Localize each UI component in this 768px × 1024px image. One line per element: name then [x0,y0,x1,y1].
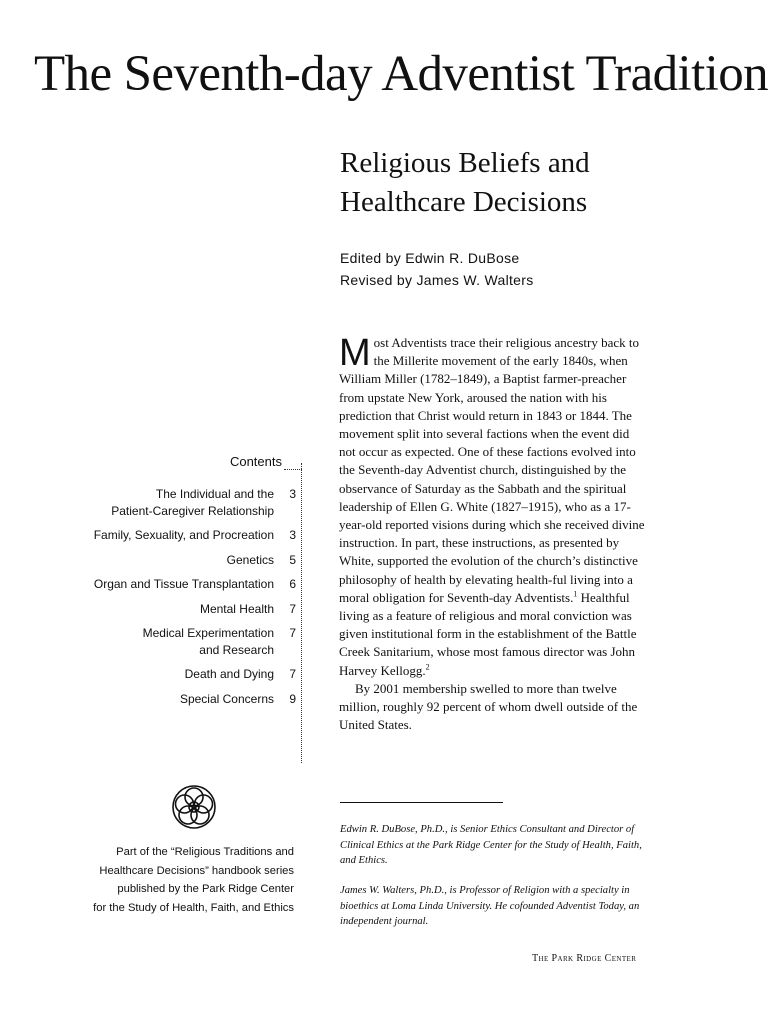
toc-item[interactable] [60,576,296,593]
editor-credit: Edited by Edwin R. DuBose [340,250,520,266]
toc-item[interactable] [60,666,296,683]
contents-leader-dots [284,459,302,470]
toc-item-label: Organ and Tissue Transplantation [93,577,274,591]
article-body [339,334,648,734]
knotwork-emblem-icon [171,784,217,830]
toc-item-page: 3 [289,487,296,501]
table-of-contents [60,486,296,715]
subtitle [340,144,740,222]
drop-cap: M [339,332,371,374]
toc-item-page: 7 [289,601,296,616]
toc-item-label: The Individual and the Patient-Caregiver Relationship [111,487,274,518]
page-title: The Seventh-day Adventist Tradition [34,46,768,102]
credits [340,247,740,291]
toc-item-label: Genetics [226,552,274,567]
toc-item-page: 9 [289,691,296,706]
toc-item-page: 7 [289,626,296,640]
toc-item-label: Medical Experimentation and Research [142,626,274,657]
toc-item[interactable] [60,691,296,708]
toc-item[interactable] [60,552,296,569]
toc-item-label: Mental Health [199,601,274,616]
contents-heading-label: Contents [229,454,282,469]
body-paragraph-1 [339,334,648,680]
toc-item[interactable] [60,601,296,618]
reviser-credit: Revised by James W. Walters [340,272,534,288]
body-paragraph-2: By 2001 membership swelled to more than twelve million, roughly 92 percent of whom dwell outside of the United States. [339,680,638,733]
para1-text-a: ost Adventists trace their religious ancestry back to the Millerite movement of the early 1840s, when William Miller (1782–1849), a Baptist farmer-preacher from upstate New York, aroused the nation with his prediction that Christ would return in 1843 or 1844. The movement split into several factions when the event did not occur as expected. One of these factions evolved into the Seventh-day Adventist church, distinguished by the observance of Saturday as the Sabbath and the spiritual leadership of Ellen G. White (1827–1915), who as a 17-year-old reported visions during which she received divine instruction. In part, these instructions, as presented by White, supported the evolution of the church’s distinctive philosophy of health by elevating health-ful living into a moral obligation for Seventh-day Adventists. [339,335,645,605]
toc-item[interactable] [60,486,296,519]
contents-heading [180,454,302,470]
toc-item-page: 6 [289,577,296,591]
footer-brand: The Park Ridge Center [532,953,637,964]
contents-divider [301,463,302,763]
bio-dubose: Edwin R. DuBose, Ph.D., is Senior Ethics Consultant and Director of Clinical Ethics at the Park Ridge Center for the Study of Health, Faith, and Ethics. [340,824,642,866]
toc-item-page: 7 [289,667,296,681]
toc-item-page: 3 [289,528,296,542]
subtitle-line-2: Healthcare Decisions [340,186,588,218]
toc-item[interactable] [60,625,296,658]
toc-item-label: Special Concerns [179,691,274,706]
footnote-ref-1[interactable]: 1 [573,589,578,599]
toc-item-label: Death and Dying [184,667,274,681]
toc-item[interactable] [60,527,296,544]
series-note: Part of the “Religious Traditions and Healthcare Decisions” handbook series published by the Park Ridge Center for the Study of Health, Faith, and Ethics [93,846,294,914]
para1-text-b: Healthful living as a feature of religious and moral conviction was given institutional form in the establishment of the Battle Creek Sanitarium, whose most famous director was John Harvey Kellogg. [339,589,637,678]
footnote-rule [340,802,503,803]
subtitle-line-1: Religious Beliefs and [340,147,590,179]
footnote-ref-2[interactable]: 2 [425,662,430,672]
toc-item-page: 5 [289,552,296,567]
bio-walters: James W. Walters, Ph.D., is Professor of Religion with a specialty in bioethics at Loma Linda University. He cofounded Adventist Today, an independent journal. [340,885,640,927]
toc-item-label: Family, Sexuality, and Procreation [93,528,274,542]
